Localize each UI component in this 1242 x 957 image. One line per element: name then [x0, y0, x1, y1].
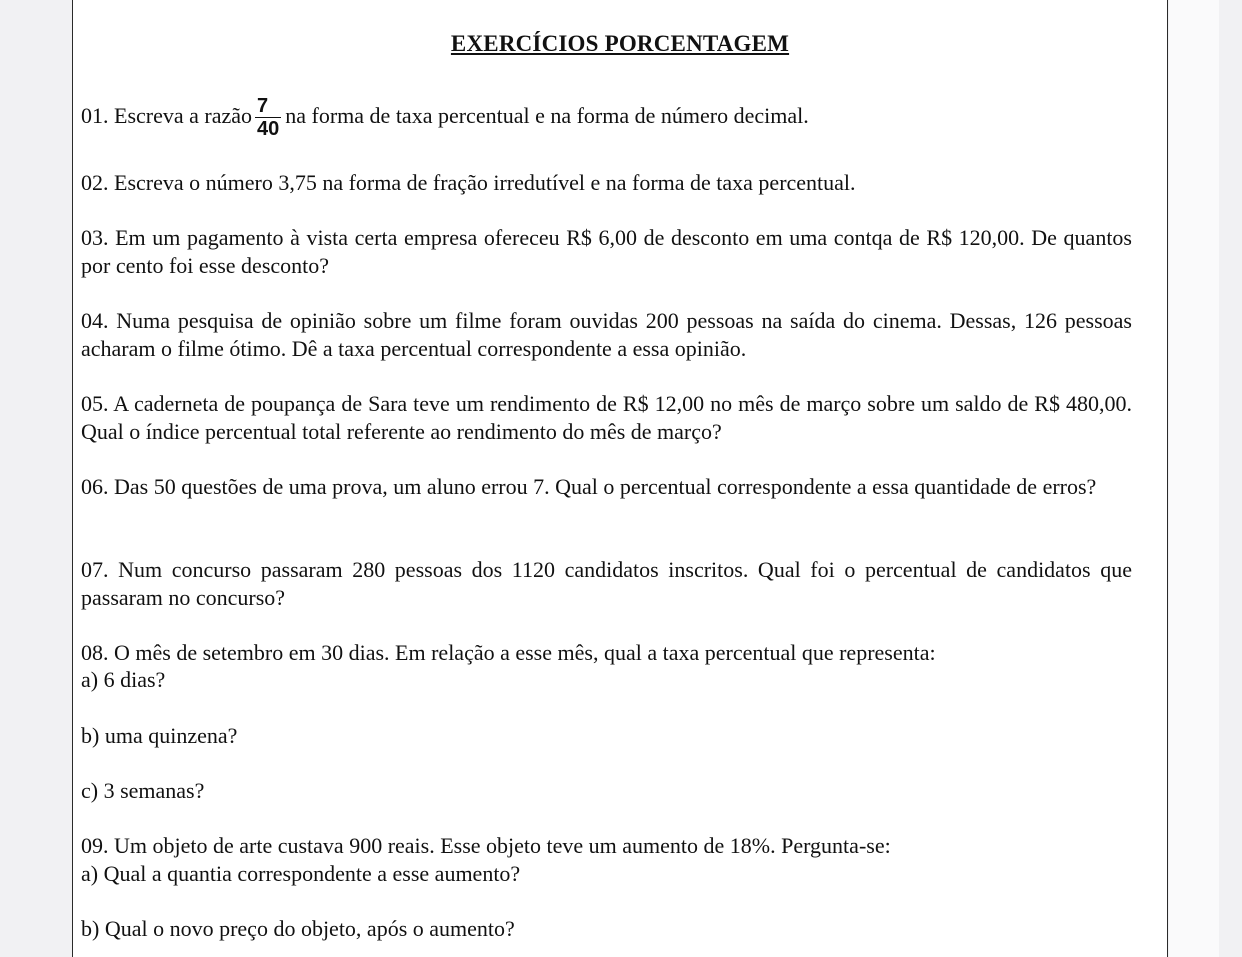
question-08-item-c: c) 3 semanas?	[81, 778, 205, 803]
question-09-stem: 09. Um objeto de arte custava 900 reais. Esse objeto teve um aumento de 18%. Pergunta-se:	[81, 833, 891, 858]
question-03: 03. Em um pagamento à vista certa empresa ofereceu R$ 6,00 de desconto em uma contqa de R$ 120,00. De quantos por cento foi esse desconto?	[81, 225, 1132, 278]
question-08-item-b: b) uma quinzena?	[81, 723, 238, 748]
question-01-text-before: 01. Escreva a razão	[81, 103, 253, 128]
question-01-text-after: na forma de taxa percentual e na forma de número decimal.	[285, 103, 809, 128]
question-04: 04. Numa pesquisa de opinião sobre um filme foram ouvidas 200 pessoas na saída do cinema. Dessas, 126 pessoas acharam o filme ótimo. Dê a taxa percentual correspondente a essa opinião.	[81, 308, 1132, 361]
question-08-stem: 08. O mês de setembro em 30 dias. Em relação a esse mês, qual a taxa percentual que representa:	[81, 640, 936, 665]
question-01	[81, 86, 1132, 146]
question-05: 05. A caderneta de poupança de Sara teve um rendimento de R$ 12,00 no mês de março sobre um saldo de R$ 480,00. Qual o índice percentual total referente ao rendimento do mês de março?	[81, 391, 1132, 444]
worksheet-title: EXERCÍCIOS PORCENTAGEM	[450, 31, 790, 56]
question-07: 07. Num concurso passaram 280 pessoas dos 1120 candidatos inscritos. Qual foi o percentual de candidatos que passaram no concurso?	[81, 557, 1132, 610]
worksheet-page	[72, 0, 1168, 957]
question-02: 02. Escreva o número 3,75 na forma de fração irredutível e na forma de taxa percentual.	[81, 170, 856, 195]
question-09-item-b: b) Qual o novo preço do objeto, após o aumento?	[81, 916, 515, 941]
fraction-7-40	[255, 95, 281, 140]
question-08-item-a: a) 6 dias?	[81, 667, 166, 692]
question-06: 06. Das 50 questões de uma prova, um aluno errou 7. Qual o percentual correspondente a essa quantidade de erros?	[81, 474, 1097, 499]
fraction-denominator: 40	[257, 118, 280, 141]
fraction-numerator: 7	[255, 95, 281, 118]
question-09-item-a: a) Qual a quantia correspondente a esse aumento?	[81, 861, 521, 886]
page-margin-right	[1169, 0, 1219, 957]
